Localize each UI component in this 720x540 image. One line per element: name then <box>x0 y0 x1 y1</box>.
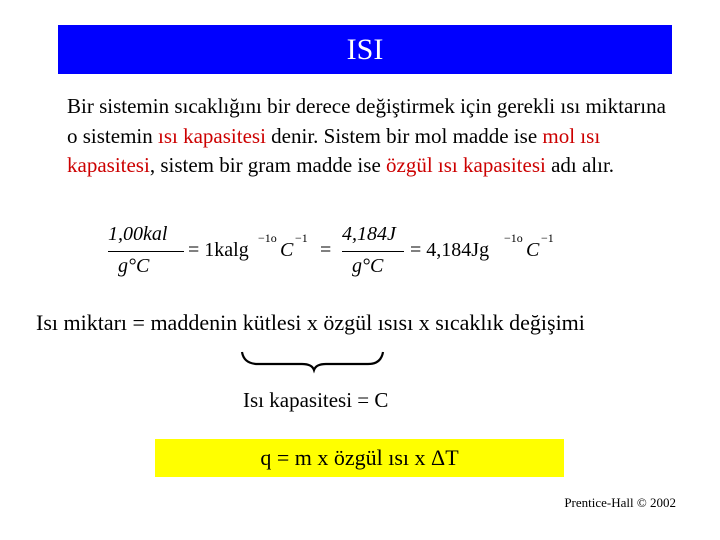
term-molar-heat-capacity: mol ısı kapasitesi <box>67 123 601 177</box>
highlight-formula-text: q = m x özgül ısı x ΔT <box>260 445 459 470</box>
formula-exp-2: −1 <box>295 231 308 245</box>
intro-text-3: , sistem bir gram madde ise <box>149 153 387 177</box>
fraction2-numerator: 4,184J <box>342 223 396 245</box>
formula-equals: = <box>320 239 332 261</box>
term-specific-heat-capacity: özgül ısı kapasitesi <box>386 153 546 177</box>
fraction2-denominator: g°C <box>352 255 384 277</box>
intro-paragraph <box>67 92 667 181</box>
term-heat-capacity: ısı kapasitesi <box>158 123 266 148</box>
formula-exp-4: −1 <box>541 231 554 245</box>
slide-title-text: ISI <box>346 32 384 66</box>
fraction1-denominator: g°C <box>118 255 150 277</box>
formula-c-2: C <box>526 239 540 261</box>
underbrace-icon <box>240 350 385 374</box>
unit-conversion-formula <box>100 215 570 285</box>
fraction1-numerator: 1,00kal <box>108 223 168 245</box>
formula-part-4184: = 4,184Jg <box>410 239 490 261</box>
intro-text-4: adı alır. <box>545 153 615 177</box>
formula-exp-3: −1o <box>504 231 523 245</box>
intro-text-1: Bir sistemin sıcaklığını bir derece değiştirmek için gerekli ısı miktarına o sistemin <box>67 94 666 148</box>
intro-text-2: denir. Sistem bir mol madde ise <box>265 123 543 148</box>
slide-title <box>58 25 672 74</box>
formula-part-1kalg: = 1kalg <box>188 239 249 261</box>
heat-quantity-equation: Isı miktarı = maddenin kütlesi x özgül ısısı x sıcaklık değişimi <box>36 310 585 335</box>
formula-c-1: C <box>280 239 294 261</box>
formula-exp-1: −1o <box>258 231 277 245</box>
fraction1-bar <box>108 251 184 252</box>
heat-capacity-label: Isı kapasitesi = C <box>243 388 389 412</box>
publisher-credit: Prentice-Hall © 2002 <box>564 495 676 510</box>
highlight-formula-box <box>155 439 564 477</box>
fraction2-bar <box>342 251 404 252</box>
